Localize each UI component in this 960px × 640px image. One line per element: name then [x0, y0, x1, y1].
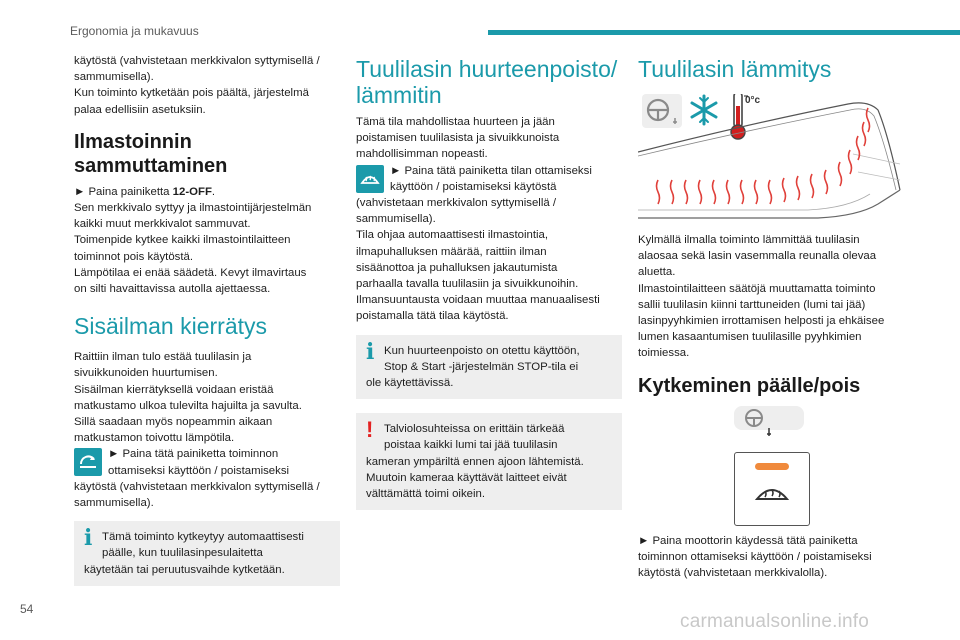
note-line: päälle, kun tuulilasinpesulaitetta [102, 547, 263, 560]
watermark: carmanualsonline.info [680, 611, 870, 632]
body-line: toimiessa. [638, 347, 690, 360]
body-line: Sen merkkivalo syttyy ja ilmastointijärjestelmän [74, 202, 312, 215]
body-line: Ilmansuuntausta voidaan muuttaa manuaalisesti [356, 294, 600, 307]
column-left [74, 53, 340, 586]
section-heading-recirculation: Sisäilman kierrätys [74, 313, 267, 340]
body-line: matkustamo ulkoa tulevilta hajuilta ja savulta. [74, 399, 302, 412]
body-line: Tämä tila mahdollistaa huurteen ja jään [356, 116, 555, 128]
body-line: sallii tuulilasin kiinni tarttuneiden (lumi tai jää) [638, 298, 866, 311]
info-icon: i [84, 525, 93, 552]
body-line: aluetta. [638, 266, 676, 279]
body-line: Lämpötilaa ei enää säädetä. Kevyt ilmavirtaus [74, 266, 307, 279]
front-defrost-icon [735, 453, 809, 525]
section-heading-ac-off [74, 130, 340, 178]
instruction-line: (vahvistetaan merkkivalon syttymisellä / [356, 197, 557, 210]
note-line: poistaa kaikki lumi tai jää tuulilasin [384, 439, 558, 452]
instruction-line: käytöstä (vahvistetaan merkkivalolla). [638, 567, 828, 580]
ac-off-instruction [74, 184, 340, 200]
body-line: on silti havaittavissa autolla ajettaessa. [74, 283, 271, 296]
intro-line: sammumisella). [74, 71, 154, 84]
body-line: mahdollisimman nopeasti. [356, 148, 488, 161]
body-line: lasinpyyhkimien irrottamisen helposti ja ehkäisee [638, 315, 885, 328]
warning-note-camera [356, 413, 622, 510]
body-line: Kylmällä ilmalla toiminto lämmittää tuulilasin [638, 234, 860, 246]
instruction-end: . [211, 185, 216, 198]
heated-windscreen-button[interactable] [734, 452, 810, 526]
body-line: toiminnot pois käytöstä. [74, 250, 194, 263]
body-line: alaosaa sekä lasin vasemmalla reunalla olevaa [638, 250, 877, 263]
heading-line: lämmitin [356, 82, 442, 108]
heading-line: Tuulilasin huurteenpoisto/ [356, 56, 618, 82]
body-line: Ilmastointilaitteen säätöjä muuttamatta toiminto [638, 282, 876, 295]
defrost-instruction [356, 163, 622, 228]
note-line: Muutoin kameraa käyttävät laitteet eivät [366, 471, 567, 484]
instruction-line: ► Paina moottorin käydessä tätä painiketta [638, 535, 858, 547]
instruction-line: ottamiseksi käyttöön / poistamiseksi [108, 464, 290, 477]
column-right [638, 56, 906, 580]
note-line: Stop & Start -järjestelmän STOP-tila ei [384, 360, 579, 373]
body-line: Sisäilman kierrätyksellä voidaan eristää [74, 383, 274, 396]
instruction-line: toiminnon ottamiseksi käyttöön / poistamiseksi [638, 551, 872, 564]
intro-line: käytöstä (vahvistetaan merkkivalon syttymisellä / [74, 55, 320, 67]
warning-icon: ! [366, 417, 374, 443]
instruction-text: ► Paina painiketta [74, 185, 173, 198]
body-line: poistamalla tätä tilaa käytöstä. [356, 310, 509, 323]
body-line: lumen kasaantumisen tuulilasille pyyhkimien [638, 331, 862, 344]
note-line: käytetään tai peruutusvaihde kytketään. [84, 563, 285, 576]
recirculation-icon [74, 448, 102, 476]
body-line: parhaalla tavalla tuulilasiin ja sivuikkunoihin. [356, 278, 579, 291]
instruction-line: käytöstä (vahvistetaan merkkivalon syttymisellä / [74, 480, 320, 493]
body-line: poistamisen tuulilasista ja sivuikkunoista [356, 132, 560, 145]
body-line: matkustamon toivottu lämpötila. [74, 432, 235, 445]
body-line: Raittiin ilman tulo estää tuulilasin ja [74, 351, 252, 364]
instruction-line: sammumisella). [74, 497, 154, 510]
instruction-line: käyttöön / poistamiseksi käytöstä [390, 180, 557, 193]
body-line: ilmapuhalluksen määrää, raittiin ilman [356, 245, 547, 258]
section-heading-defrost [356, 56, 622, 108]
info-note-stop-start [356, 335, 622, 400]
recirculation-instruction [74, 446, 340, 511]
body-line: sisäänottoa ja puhalluksen jakautumista [356, 261, 558, 274]
body-line: Toimenpide kytkee kaikki ilmastointilaitteen [74, 234, 291, 247]
note-line: kameran ympäriltä ennen ajoon lähtemistä. [366, 455, 584, 468]
info-note-recirculation [74, 521, 340, 586]
info-icon: i [366, 338, 375, 365]
front-defrost-icon [356, 165, 384, 193]
heated-windscreen-indicator [734, 406, 804, 430]
column-middle [356, 56, 622, 510]
section-heading-windscreen-heating: Tuulilasin lämmitys [638, 56, 832, 82]
intro-line: Kun toiminto kytketään pois päältä, järjestelmä [74, 87, 309, 100]
body-line: Tila ohjaa automaattisesti ilmastointia, [356, 229, 549, 242]
instruction-line: ► Paina tätä painiketta toiminnon [108, 448, 279, 461]
body-line: kaikki muut merkkivalot sammuvat. [74, 218, 251, 231]
note-line: ole käytettävissä. [366, 377, 454, 390]
note-line: Kun huurteenpoisto on otettu käyttöön, [384, 344, 580, 357]
note-line: välttämättä toimi oikein. [366, 488, 486, 501]
temperature-label: 0°c [745, 95, 761, 106]
snowflake-icon [692, 96, 716, 124]
running-header: Ergonomia ja mukavuus [70, 24, 199, 38]
heading-line: Ilmastoinnin [74, 130, 192, 153]
note-line: Talviolosuhteissa on erittäin tärkeää [384, 423, 565, 436]
button-name: 12-OFF [172, 185, 212, 198]
windscreen-heating-illustration [638, 94, 906, 234]
steering-wheel-icon [642, 94, 682, 128]
instruction-line: ► Paina tätä painiketta tilan ottamiseksi [390, 164, 592, 177]
body-line: sivuikkunoiden huurtumisen. [74, 367, 218, 380]
intro-line: palaa edellisiin asetuksiin. [74, 103, 206, 116]
heading-line: sammuttaminen [74, 154, 228, 177]
instruction-line: sammumisella). [356, 213, 436, 226]
section-heading-switch: Kytkeminen päälle/pois [638, 374, 861, 397]
note-line: Tämä toiminto kytkeytyy automaattisesti [102, 531, 304, 544]
body-line: Sillä saadaan myös nopeammin aikaan [74, 416, 273, 429]
header-accent-bar [488, 30, 960, 35]
page-number: 54 [20, 602, 34, 616]
